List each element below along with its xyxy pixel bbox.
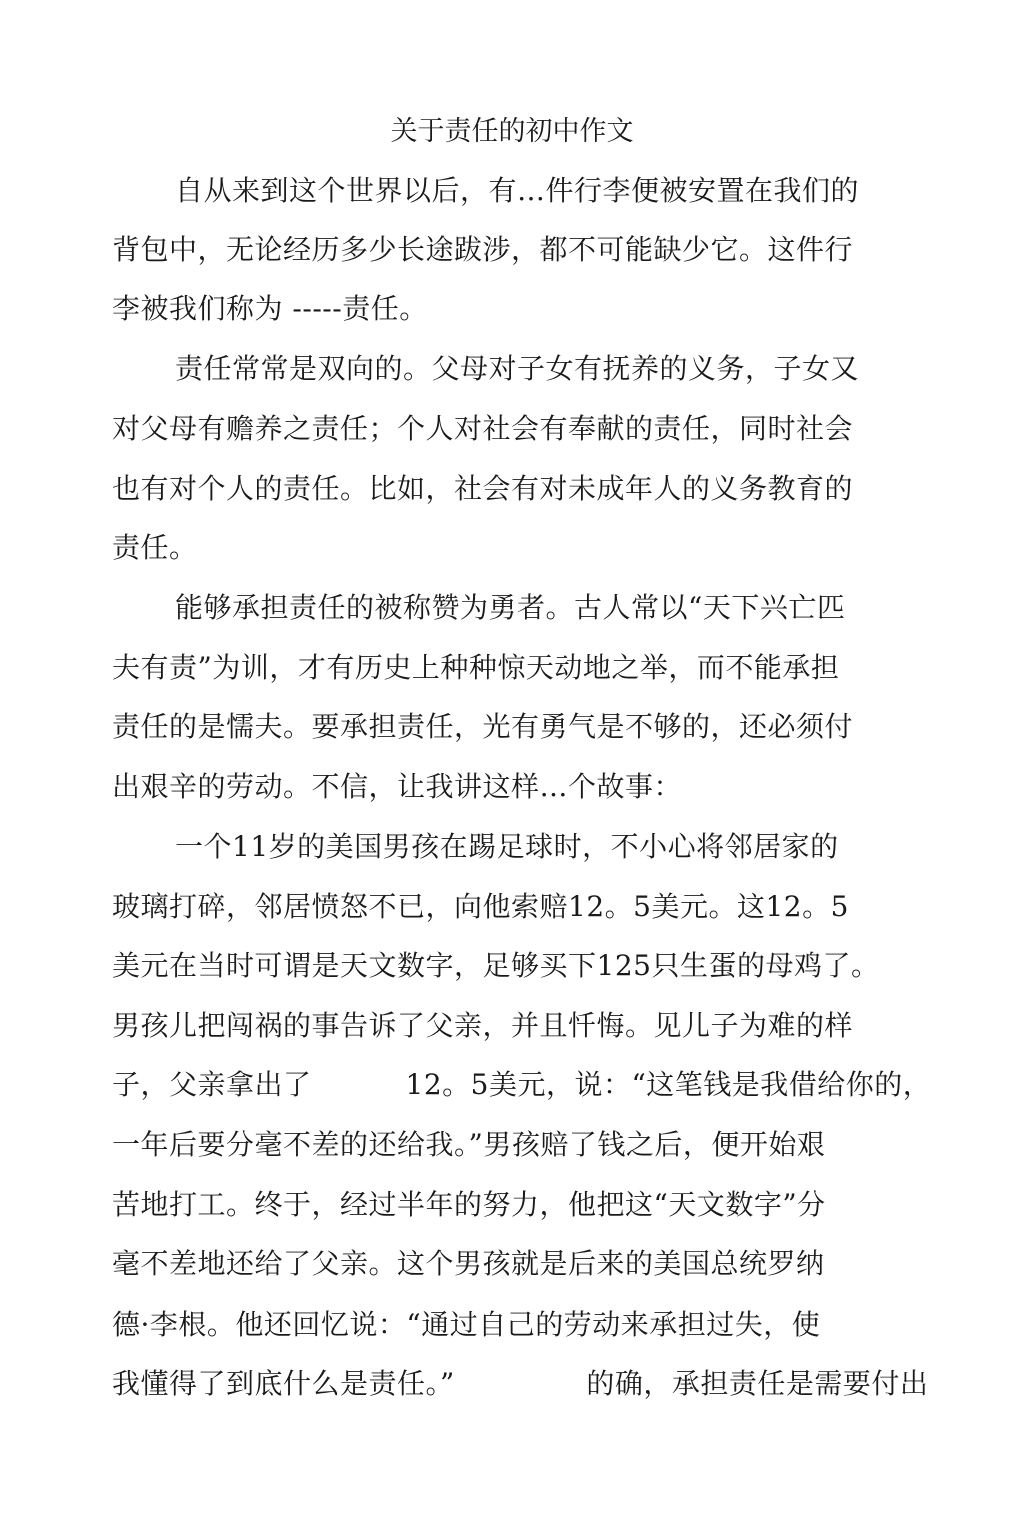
paragraph-line: 出艰辛的劳动。不信，让我讲这样…个故事：	[112, 770, 683, 803]
paragraph-line: 也有对个人的责任。比如，社会有对未成年人的义务教育的	[112, 472, 854, 505]
paragraph-line: 玻璃打碎，邻居愤怒不已，向他索赔12。5美元。这12。5	[112, 890, 849, 923]
paragraph-line: 男孩儿把闯祸的事告诉了父亲，并且忏悔。见儿子为难的样	[112, 1009, 854, 1042]
paragraph-line: 对父母有赡养之责任；个人对社会有奉献的责任，同时社会	[112, 412, 854, 445]
paragraph-line: 责任。	[112, 531, 198, 564]
paragraph-line: 德·李根。他还回忆说：“通过自己的劳动来承担过失，使	[112, 1308, 821, 1341]
paragraph-line: 责任常常是双向的。父母对子女有抚养的义务，子女又	[175, 352, 860, 385]
paragraph-line: 夫有责”为训，才有历史上种种惊天动地之举，而不能承担	[112, 651, 840, 684]
paragraph-line: 一个11岁的美国男孩在踢足球时，不小心将邻居家的	[175, 830, 839, 863]
paragraph-line: 能够承担责任的被称赞为勇者。古人常以“天下兴亡匹	[175, 591, 846, 624]
paragraph-line: 子，父亲拿出了 12。5美元，说：“这笔钱是我借给你的，	[112, 1068, 932, 1101]
paragraph-line: 毫不差地还给了父亲。这个男孩就是后来的美国总统罗纳	[112, 1247, 825, 1280]
essay-title: 关于责任的初中作文	[390, 116, 634, 147]
paragraph-line: 自从来到这个世界以后，有…件行李便被安置在我们的	[175, 174, 860, 207]
paragraph-line: 李被我们称为 -----责任。	[112, 292, 428, 325]
paragraph-line: 美元在当时可谓是天文数字，足够买下125只生蛋的母鸡了。	[112, 949, 880, 982]
paragraph-line: 一年后要分毫不差的还给我。”男孩赔了钱之后，便开始艰	[112, 1128, 826, 1161]
paragraph-line: 责任的是懦夫。要承担责任，光有勇气是不够的，还必须付	[112, 710, 854, 743]
paragraph-line: 背包中，无论经历多少长途跋涉，都不可能缺少它。这件行	[112, 233, 854, 266]
paragraph-line: 我懂得了到底什么是责任。” 的确，承担责任是需要付出	[112, 1367, 929, 1400]
paragraph-line: 苦地打工。终于，经过半年的努力，他把这“天文数字”分	[112, 1188, 826, 1221]
